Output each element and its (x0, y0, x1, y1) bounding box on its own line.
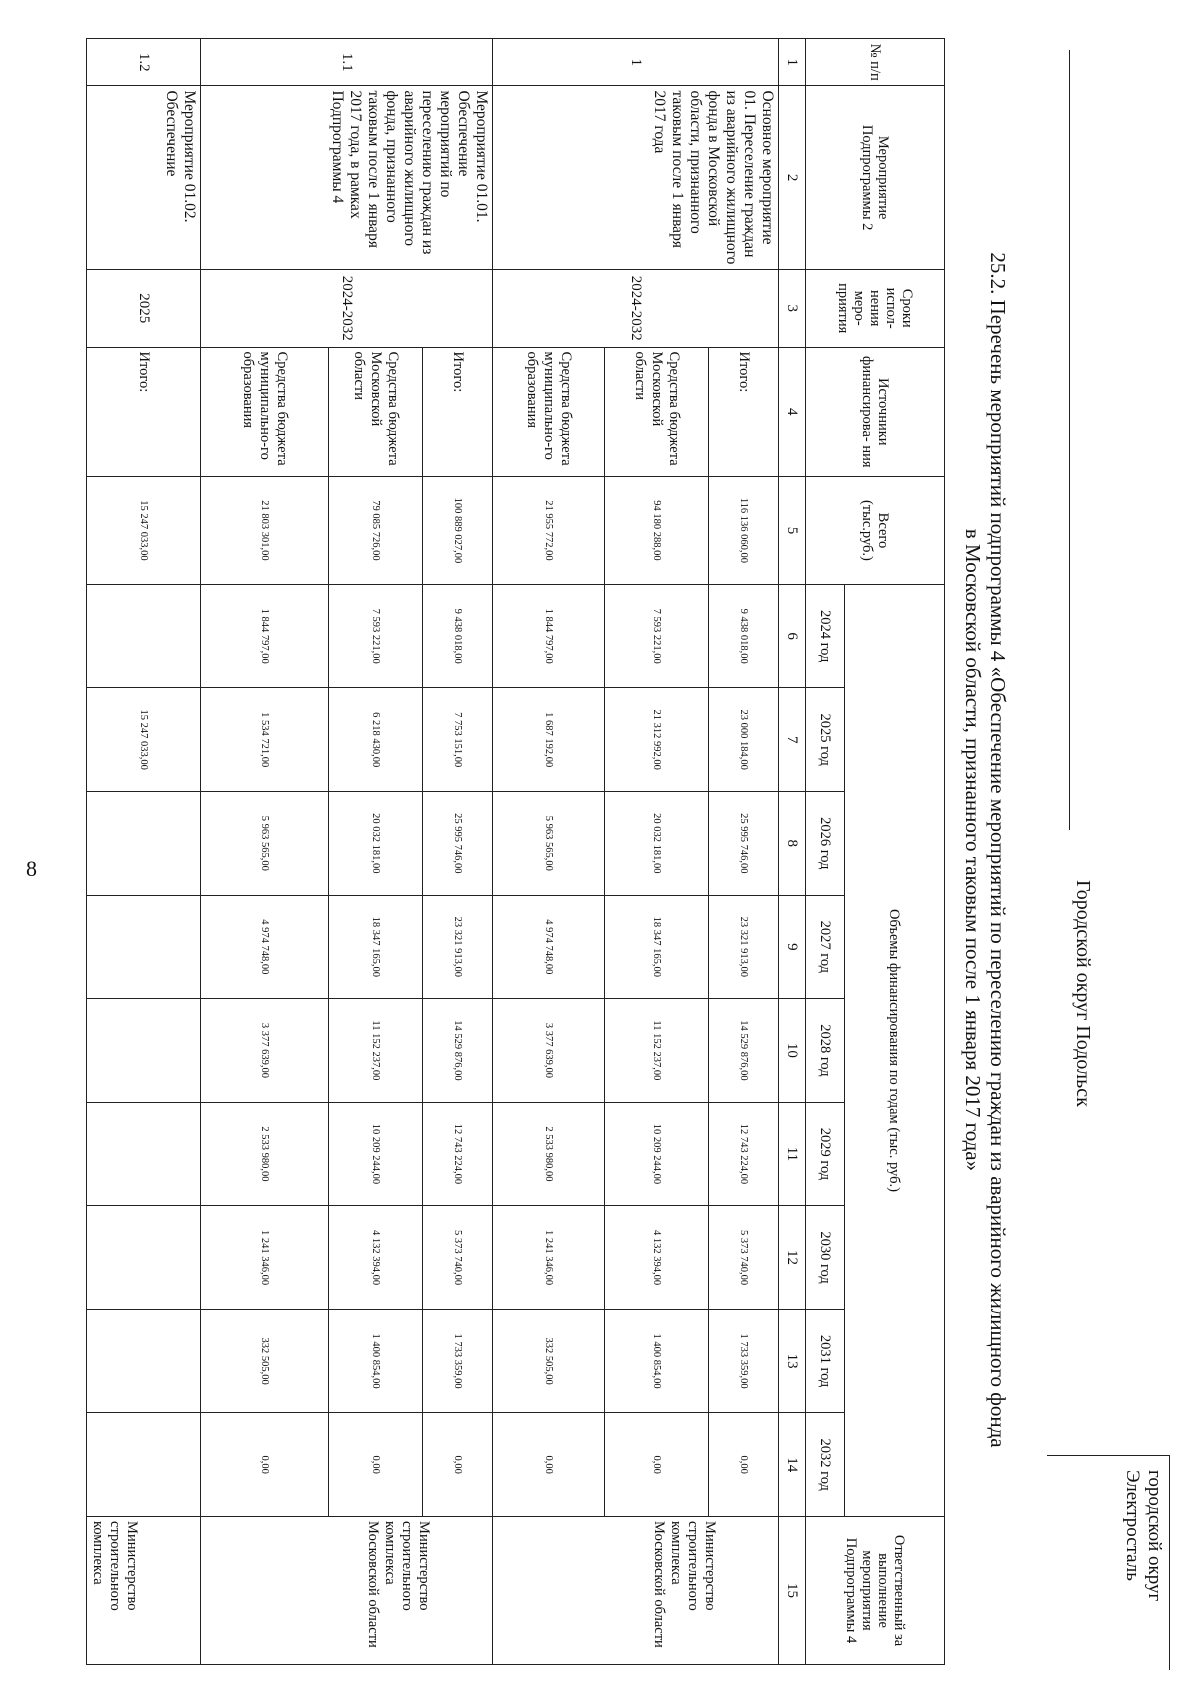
year-amount (87, 895, 201, 999)
funding-source: Средства бюджета муниципально-го образования (493, 347, 605, 476)
head-responsible: Ответственный за выполнение мероприятия Подпрограммы 4 (806, 1517, 945, 1665)
year-amount: 4 132 394,00 (605, 1206, 709, 1310)
head-year: 2025 год (806, 688, 845, 792)
page-number: 8 (26, 856, 37, 881)
year-amount: 5 963 565,00 (493, 792, 605, 896)
total-amount: 21 955 772,00 (493, 477, 605, 585)
year-amount: 1 400 854,00 (605, 1309, 709, 1413)
title-line-2: в Московской области, признанного таковым после 1 января 2017 года» (961, 528, 985, 1172)
year-amount: 332 505,00 (493, 1309, 605, 1413)
head-year: 2031 год (806, 1309, 845, 1413)
responsible-executor: Министерство строительного комплекса (87, 1517, 201, 1665)
year-amount: 1 687 192,00 (493, 688, 605, 792)
column-number: 2 (779, 86, 806, 269)
row-number: 1 (493, 39, 779, 86)
head-volumes: Объемы финансирования по годам (тыс. руб.) (845, 584, 945, 1516)
header-left-label: Городской округ Подольск (1072, 880, 1094, 1107)
year-amount (87, 1102, 201, 1206)
header-row-1 (845, 39, 945, 1665)
year-amount: 0,00 (201, 1413, 329, 1517)
year-amount: 1 534 721,00 (201, 688, 329, 792)
head-year: 2028 год (806, 999, 845, 1103)
row-number: 1.1 (201, 39, 493, 86)
year-amount: 25 995 746,00 (709, 792, 779, 896)
head-year: 2029 год (806, 1102, 845, 1206)
event-name: Основное мероприятие 01. Переселение граждан из аварийного жилищного фонда в Московской области, признанного таковым после 1 января 2017 года (493, 86, 779, 269)
year-amount: 5 373 740,00 (423, 1206, 493, 1310)
document-title (960, 40, 1010, 1660)
column-number: 13 (779, 1309, 806, 1413)
event-term: 2024-2032 (493, 269, 779, 347)
column-number: 12 (779, 1206, 806, 1310)
year-amount: 332 505,00 (201, 1309, 329, 1413)
year-amount: 0,00 (423, 1413, 493, 1517)
year-amount: 4 974 748,00 (493, 895, 605, 999)
head-source: Источники финансирова- ния (806, 347, 945, 476)
year-amount: 1 241 346,00 (201, 1206, 329, 1310)
total-amount: 21 803 301,00 (201, 477, 329, 585)
event-term: 2025 (87, 269, 201, 347)
funding-source: Средства бюджета муниципально-го образования (201, 347, 329, 476)
head-year: 2026 год (806, 792, 845, 896)
year-amount (87, 999, 201, 1103)
year-amount: 9 438 018,00 (423, 584, 493, 688)
year-amount: 25 995 746,00 (423, 792, 493, 896)
year-amount: 20 032 181,00 (329, 792, 423, 896)
total-amount: 116 136 060,00 (709, 477, 779, 585)
event-name: Мероприятие 01.01. Обеспечение мероприятий по переселению граждан из аварийного жилищного фонда, признанного таковым после 1 января 2017 года, в рамках Подпрограммы 4 (201, 86, 493, 269)
column-number: 8 (779, 792, 806, 896)
table-row (423, 39, 493, 1665)
year-amount: 21 312 992,00 (605, 688, 709, 792)
year-amount: 2 533 980,00 (201, 1102, 329, 1206)
year-amount: 14 529 876,00 (709, 999, 779, 1103)
table-row (87, 39, 201, 1665)
year-amount: 3 377 639,00 (201, 999, 329, 1103)
year-amount: 23 321 913,00 (423, 895, 493, 999)
year-amount: 5 963 565,00 (201, 792, 329, 896)
event-name: Мероприятие 01.02. Обеспечение (87, 86, 201, 269)
year-amount: 20 032 181,00 (605, 792, 709, 896)
year-amount: 1 844 797,00 (201, 584, 329, 688)
year-amount: 7 593 221,00 (605, 584, 709, 688)
column-number: 7 (779, 688, 806, 792)
column-number: 15 (779, 1517, 806, 1665)
year-amount: 15 247 033,00 (87, 688, 201, 792)
year-amount: 7 753 151,00 (423, 688, 493, 792)
year-amount (87, 1206, 201, 1310)
year-amount (87, 584, 201, 688)
year-amount: 1 844 797,00 (493, 584, 605, 688)
year-amount: 9 438 018,00 (709, 584, 779, 688)
year-amount: 14 529 876,00 (423, 999, 493, 1103)
head-term: Сроки испол- нения меро- приятия (806, 269, 945, 347)
year-amount: 6 218 430,00 (329, 688, 423, 792)
column-number: 11 (779, 1102, 806, 1206)
year-amount: 3 377 639,00 (493, 999, 605, 1103)
total-amount: 15 247 033,00 (87, 477, 201, 585)
year-amount: 1 241 346,00 (493, 1206, 605, 1310)
responsible-executor: Министерство строительного комплекса Московской области (493, 1517, 779, 1665)
year-amount: 18 347 165,00 (329, 895, 423, 999)
year-amount: 4 974 748,00 (201, 895, 329, 999)
year-amount: 0,00 (493, 1413, 605, 1517)
column-number: 4 (779, 347, 806, 476)
head-year: 2024 год (806, 584, 845, 688)
funding-source: Средства бюджета Московской области (329, 347, 423, 476)
funding-source: Итого: (87, 347, 201, 476)
year-amount (87, 792, 201, 896)
funding-source: Итого: (423, 347, 493, 476)
year-amount (87, 1413, 201, 1517)
head-num: № п/п (806, 39, 945, 86)
column-number: 10 (779, 999, 806, 1103)
total-amount: 100 889 027,00 (423, 477, 493, 585)
year-amount: 10 209 244,00 (329, 1102, 423, 1206)
column-number: 9 (779, 895, 806, 999)
event-term: 2024-2032 (201, 269, 493, 347)
column-number: 6 (779, 584, 806, 688)
year-amount: 1 733 359,00 (423, 1309, 493, 1413)
row-number: 1.2 (87, 39, 201, 86)
year-amount: 10 209 244,00 (605, 1102, 709, 1206)
column-number: 3 (779, 269, 806, 347)
header-row-column-numbers (779, 39, 806, 1665)
column-number: 14 (779, 1413, 806, 1517)
year-amount: 18 347 165,00 (605, 895, 709, 999)
funding-source: Итого: (709, 347, 779, 476)
year-amount: 11 152 237,00 (605, 999, 709, 1103)
funding-source: Средства бюджета Московской области (605, 347, 709, 476)
total-amount: 79 085 726,00 (329, 477, 423, 585)
year-amount: 23 321 913,00 (709, 895, 779, 999)
year-amount: 0,00 (605, 1413, 709, 1517)
header-right-label: городской округ Электросталь (1047, 1455, 1170, 1670)
title-line-1: 25.2. Перечень мероприятий подпрограммы 4 «Обеспечение мероприятий по переселению граждан из аварийного жилищного фонда (986, 252, 1010, 1448)
head-total: Всего (тыс.руб.) (806, 477, 945, 585)
year-amount: 0,00 (329, 1413, 423, 1517)
year-amount: 0,00 (709, 1413, 779, 1517)
column-number: 5 (779, 477, 806, 585)
responsible-executor: Министерство строительного комплекса Московской области (201, 1517, 493, 1665)
head-year: 2030 год (806, 1206, 845, 1310)
year-amount: 1 733 359,00 (709, 1309, 779, 1413)
column-number: 1 (779, 39, 806, 86)
head-year: 2032 год (806, 1413, 845, 1517)
total-amount: 94 180 288,00 (605, 477, 709, 585)
year-amount: 5 373 740,00 (709, 1206, 779, 1310)
year-amount: 4 132 394,00 (329, 1206, 423, 1310)
header-left-line (1069, 50, 1070, 830)
year-amount: 7 593 221,00 (329, 584, 423, 688)
year-amount: 11 152 237,00 (329, 999, 423, 1103)
measures-table (86, 38, 945, 1665)
year-amount (87, 1309, 201, 1413)
year-amount: 2 533 980,00 (493, 1102, 605, 1206)
year-amount: 12 743 224,00 (423, 1102, 493, 1206)
year-amount: 12 743 224,00 (709, 1102, 779, 1206)
year-amount: 23 000 184,00 (709, 688, 779, 792)
head-year: 2027 год (806, 895, 845, 999)
table-row (709, 39, 779, 1665)
year-amount: 1 400 854,00 (329, 1309, 423, 1413)
head-event: Мероприятие Подпрограммы 2 (806, 86, 945, 269)
